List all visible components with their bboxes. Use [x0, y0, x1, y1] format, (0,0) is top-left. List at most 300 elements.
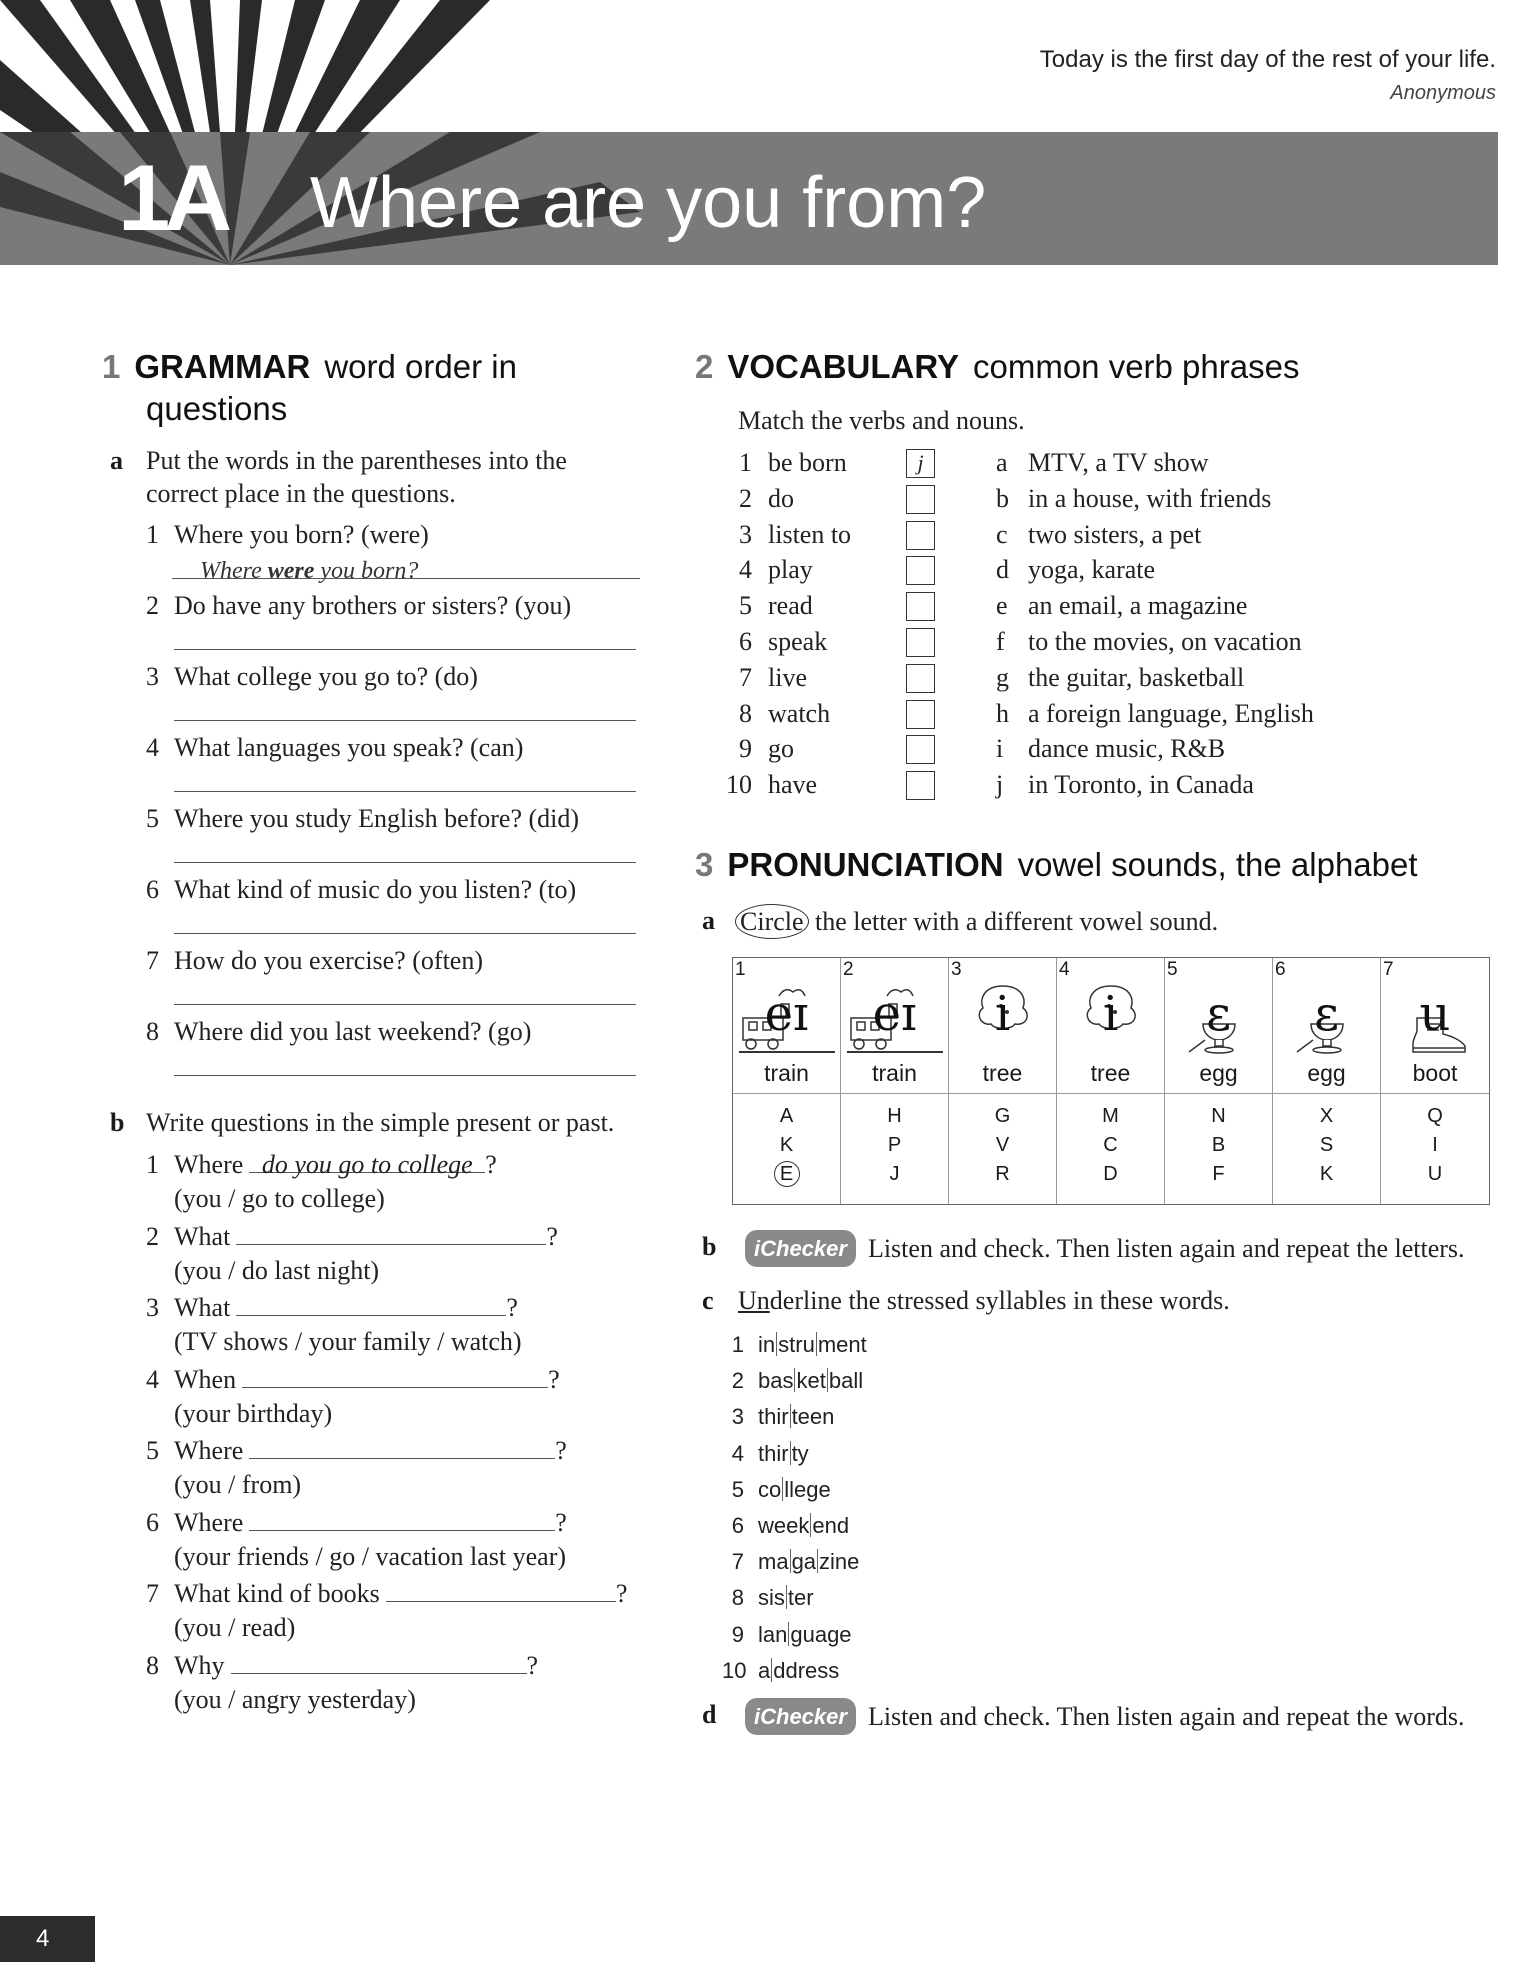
letter-text: C: [1103, 1134, 1118, 1156]
sound-word: egg: [1199, 1060, 1238, 1086]
option-letter: h: [996, 698, 1009, 728]
circled-letter: E: [774, 1161, 800, 1187]
section-keyword: GRAMMAR: [134, 348, 311, 385]
match-row: [722, 625, 1342, 659]
question-word: Where: [174, 1507, 244, 1537]
item-number: 3: [146, 662, 159, 691]
stress-word-row: [722, 1330, 1022, 1360]
letter-text: M: [1102, 1105, 1119, 1127]
noun-text: to the movies, on vacation: [1028, 627, 1302, 656]
section-subtitle: vowel sounds, the alphabet: [1017, 846, 1418, 883]
item-number: 5: [731, 1476, 744, 1502]
item-number: 2: [731, 1368, 744, 1394]
question-word: Why: [174, 1650, 225, 1680]
match-row: [722, 482, 1342, 516]
verb-text: live: [768, 662, 807, 692]
letter-text: S: [1319, 1134, 1334, 1156]
syllable-separator: [817, 1549, 818, 1573]
answer-blank[interactable]: [231, 1649, 527, 1674]
letter-option[interactable]: [733, 1131, 840, 1160]
ichecker-badge[interactable]: iChecker: [745, 1698, 856, 1735]
column-number: 2: [843, 959, 854, 980]
stress-word-row: [722, 1366, 1022, 1396]
syllable[interactable]: ddress: [773, 1657, 840, 1683]
exercise-letter: b: [702, 1232, 717, 1261]
syllable-separator: [790, 1549, 791, 1573]
item-number: 4: [739, 555, 752, 585]
question-item: [146, 1649, 538, 1683]
column-number: 3: [951, 959, 962, 980]
item-number: 7: [731, 1549, 744, 1575]
answer-box[interactable]: [906, 771, 935, 800]
sound-word: egg: [1307, 1060, 1346, 1086]
answer-box[interactable]: [906, 628, 935, 657]
noun-text: yoga, karate: [1028, 555, 1156, 585]
pronunciation-heading: [695, 844, 1418, 886]
letter-option[interactable]: [1057, 1131, 1164, 1160]
syllable[interactable]: bas: [758, 1368, 794, 1394]
phonetic-symbol: ɛ: [1314, 986, 1339, 1042]
answer-box[interactable]: [906, 735, 935, 764]
match-row: [722, 446, 1342, 480]
option-letter: a: [996, 448, 1008, 477]
sound-column: [1273, 958, 1381, 1204]
match-row: [722, 553, 1342, 587]
letter-option[interactable]: [841, 1160, 948, 1189]
syllable[interactable]: teen: [791, 1404, 835, 1430]
item-number: 6: [739, 627, 752, 656]
sound-word: tree: [1090, 1060, 1131, 1086]
letter-option[interactable]: [1165, 1102, 1272, 1131]
section-number: 1: [102, 348, 121, 385]
option-letter: e: [996, 591, 1008, 621]
header-quote: [1040, 46, 1496, 105]
example-text: Where: [200, 558, 268, 584]
syllable-word[interactable]: [758, 1583, 814, 1613]
answer-box[interactable]: [906, 556, 935, 585]
answer-line[interactable]: [174, 862, 636, 863]
item-number: 9: [739, 734, 752, 764]
sound-column: [1057, 958, 1165, 1204]
sound-column: [733, 958, 841, 1204]
letter-option[interactable]: [1381, 1131, 1489, 1160]
option-letter: b: [996, 483, 1009, 513]
question-item: [146, 873, 576, 907]
syllable-word[interactable]: [758, 1620, 852, 1650]
letter-list: [1165, 1102, 1272, 1189]
letter-text: P: [887, 1134, 902, 1156]
syllable[interactable]: co: [758, 1476, 782, 1502]
vocabulary-instruction: Match the verbs and nouns.: [738, 406, 1025, 435]
item-number: 3: [739, 519, 752, 549]
question-item: [146, 1506, 567, 1540]
stress-word-row: [722, 1511, 1022, 1541]
syllable[interactable]: stru: [778, 1332, 815, 1357]
noun-text: an email, a magazine: [1028, 591, 1248, 621]
syllable[interactable]: lan: [758, 1621, 788, 1647]
question-item: [146, 1291, 518, 1325]
table-divider: [733, 1093, 840, 1094]
exercise-letter: c: [702, 1286, 714, 1315]
answer-line[interactable]: [174, 1075, 636, 1076]
question-text: What languages you speak? (can): [174, 733, 524, 762]
grammar-heading: [102, 346, 517, 388]
letter-list: [841, 1102, 948, 1189]
letter-text: G: [994, 1105, 1011, 1127]
vowel-sound-table: [732, 957, 1490, 1205]
example-text: you born?: [314, 558, 419, 584]
letter-option[interactable]: [1273, 1131, 1380, 1160]
answer-blank[interactable]: [236, 1220, 546, 1245]
match-row: [722, 589, 1342, 623]
letter-text: R: [995, 1163, 1010, 1185]
verb-text: be born: [768, 448, 847, 477]
syllable-separator: [790, 1441, 791, 1465]
sound-word: boot: [1412, 1060, 1458, 1086]
pronunciation-a-instruction: [735, 904, 1218, 939]
item-number: 10: [726, 770, 752, 800]
letter-option[interactable]: [733, 1102, 840, 1131]
question-text: Where you born? (were): [174, 520, 429, 549]
answer-blank[interactable]: [236, 1291, 506, 1316]
exercise-letter: b: [110, 1108, 125, 1137]
sound-column: [1381, 958, 1489, 1204]
syllable-separator: [786, 1585, 787, 1609]
answer-blank[interactable]: do you go to college: [249, 1148, 485, 1173]
section-subtitle-cont: questions: [146, 390, 288, 427]
item-number: 3: [731, 1404, 744, 1430]
noun-text: the guitar, basketball: [1028, 662, 1245, 692]
letter-text: A: [779, 1105, 794, 1127]
letter-option[interactable]: [1381, 1160, 1489, 1189]
question-word: Where: [174, 1436, 244, 1465]
letter-list: [1273, 1102, 1380, 1189]
verb-text: speak: [768, 627, 828, 656]
column-number: 6: [1275, 959, 1286, 980]
item-number: 9: [731, 1621, 744, 1647]
item-number: 8: [739, 698, 752, 728]
stress-word-row: [722, 1620, 1022, 1650]
syllable[interactable]: sis: [758, 1585, 785, 1611]
section-number: 3: [695, 846, 714, 883]
syllable[interactable]: ma: [758, 1549, 789, 1575]
syllable-separator: [776, 1332, 777, 1356]
answer-box[interactable]: [906, 664, 935, 693]
letter-text: F: [1212, 1163, 1225, 1185]
section-keyword: PRONUNCIATION: [727, 846, 1004, 883]
answer-box[interactable]: [906, 521, 935, 550]
letter-text: J: [889, 1163, 900, 1185]
syllable[interactable]: ball: [828, 1368, 864, 1394]
answer-blank[interactable]: [249, 1434, 555, 1459]
table-divider: [1381, 1093, 1489, 1094]
option-letter: d: [996, 555, 1009, 585]
phonetic-symbol: eɪ: [872, 986, 917, 1042]
letter-option[interactable]: [733, 1160, 840, 1189]
quote-author: Anonymous: [1390, 82, 1496, 104]
answer-blank[interactable]: [249, 1506, 555, 1531]
verb-text: read: [768, 591, 813, 621]
sound-word: train: [764, 1060, 809, 1086]
question-mark: ?: [555, 1436, 567, 1465]
section-keyword: VOCABULARY: [727, 348, 959, 385]
answer-box[interactable]: j: [906, 449, 935, 478]
pronunciation-b-instruction: [745, 1230, 1465, 1267]
exercise-letter: d: [702, 1700, 717, 1729]
letter-text: D: [1103, 1163, 1118, 1185]
noun-text: a foreign language, English: [1028, 698, 1314, 728]
question-text: Do have any brothers or sisters? (you): [174, 591, 572, 620]
letter-option[interactable]: [1057, 1102, 1164, 1131]
pronunciation-c-instruction: [738, 1284, 1230, 1317]
prompt-hint: (you / from): [174, 1470, 302, 1499]
instruction-text: Listen and check. Then listen again and repeat the letters.: [867, 1234, 1465, 1263]
syllable[interactable]: week: [758, 1513, 810, 1538]
stress-word-row: [722, 1583, 1022, 1613]
syllable[interactable]: a: [758, 1657, 771, 1683]
letter-text: U: [1427, 1163, 1443, 1185]
table-divider: [1165, 1093, 1272, 1094]
stress-word-row: [722, 1439, 1022, 1469]
exercise-letter: a: [110, 446, 123, 475]
noun-text: two sisters, a pet: [1028, 519, 1202, 549]
question-mark: ?: [526, 1650, 539, 1680]
letter-text: K: [779, 1134, 794, 1156]
underlined-text: Un: [738, 1286, 770, 1315]
syllable-word[interactable]: [758, 1656, 839, 1686]
syllable-word[interactable]: [758, 1402, 834, 1432]
column-number: 5: [1167, 959, 1178, 980]
letter-option[interactable]: [949, 1102, 1056, 1131]
ichecker-badge[interactable]: iChecker: [745, 1230, 856, 1267]
match-row: [722, 697, 1342, 731]
vocabulary-heading: [695, 346, 1299, 388]
letter-list: [1381, 1102, 1489, 1189]
item-number: 7: [146, 1579, 159, 1608]
match-row: [722, 768, 1342, 802]
letter-option[interactable]: [949, 1131, 1056, 1160]
syllable[interactable]: thir: [758, 1440, 789, 1466]
syllable[interactable]: ket: [796, 1368, 826, 1394]
question-item: [146, 1434, 567, 1468]
question-item: [146, 1148, 497, 1182]
letter-option[interactable]: [1381, 1102, 1489, 1131]
syllable[interactable]: zine: [819, 1549, 860, 1575]
item-number: 8: [146, 1017, 159, 1046]
answer-blank[interactable]: [386, 1577, 616, 1602]
item-number: 5: [739, 591, 752, 621]
question-mark: ?: [615, 1579, 628, 1608]
letter-list: [949, 1102, 1056, 1189]
syllable-word[interactable]: [758, 1330, 867, 1360]
item-number: 5: [146, 804, 159, 833]
item-number: 1: [739, 448, 752, 477]
letter-text: X: [1319, 1105, 1334, 1127]
page-title: Where are you from?: [310, 163, 987, 243]
sound-column: [1165, 958, 1273, 1204]
syllable[interactable]: ga: [791, 1549, 817, 1575]
question-item: [146, 802, 579, 836]
circle-word: Circle: [735, 904, 809, 939]
syllable[interactable]: ty: [791, 1440, 809, 1466]
verb-text: listen to: [768, 519, 852, 549]
table-divider: [841, 1093, 948, 1094]
question-item: [146, 660, 478, 694]
verb-text: play: [768, 555, 813, 585]
prompt-hint: (your birthday): [174, 1398, 333, 1428]
section-subtitle: word order in: [324, 348, 517, 385]
answer-box[interactable]: [906, 592, 935, 621]
section-number: 2: [695, 348, 714, 385]
question-mark: ?: [485, 1150, 497, 1179]
answer-line[interactable]: [174, 933, 636, 934]
letter-option[interactable]: [841, 1102, 948, 1131]
example-answer: [200, 558, 418, 585]
syllable[interactable]: llege: [784, 1476, 831, 1502]
question-text: Where you study English before? (did): [174, 804, 580, 833]
question-item: [146, 1220, 558, 1254]
syllable-word[interactable]: [758, 1439, 809, 1469]
question-item: [146, 1015, 531, 1049]
stress-word-row: [722, 1475, 1022, 1505]
item-number: 1: [146, 1150, 159, 1179]
question-word: When: [174, 1364, 237, 1394]
question-item: [146, 1363, 560, 1397]
sound-word: train: [872, 1060, 917, 1086]
answer-box[interactable]: [906, 485, 935, 514]
item-number: 3: [146, 1293, 159, 1322]
page-number: 4: [0, 1916, 95, 1962]
table-divider: [1273, 1093, 1380, 1094]
option-letter: i: [996, 734, 1004, 764]
item-number: 2: [146, 591, 159, 620]
verb-text: do: [768, 483, 794, 513]
question-item: [146, 731, 523, 765]
stress-word-row: [722, 1402, 1022, 1432]
column-number: 7: [1383, 959, 1394, 980]
answer-line[interactable]: [174, 649, 636, 650]
syllable-word[interactable]: [758, 1547, 859, 1577]
prompt-hint: (you / read): [174, 1613, 296, 1642]
sound-word: tree: [982, 1060, 1023, 1086]
answer-line[interactable]: [174, 720, 636, 721]
question-mark: ?: [506, 1293, 518, 1322]
syllable[interactable]: guage: [790, 1621, 852, 1647]
syllable[interactable]: thir: [758, 1404, 789, 1430]
stress-word-row: [722, 1656, 1022, 1686]
question-item: [146, 518, 429, 552]
grammar-heading-line2: [146, 388, 287, 430]
prompt-hint: (you / angry yesterday): [174, 1684, 416, 1714]
letter-option[interactable]: [949, 1160, 1056, 1189]
letter-option[interactable]: [841, 1131, 948, 1160]
syllable-word[interactable]: [758, 1366, 863, 1396]
option-letter: g: [996, 662, 1009, 692]
answer-blank[interactable]: [242, 1363, 548, 1388]
prompt-hint: (you / do last night): [174, 1255, 380, 1285]
answer-box[interactable]: [906, 700, 935, 729]
match-row: [722, 732, 1342, 766]
table-divider: [949, 1093, 1056, 1094]
answer-line[interactable]: [174, 791, 636, 792]
option-letter: f: [996, 627, 1005, 656]
noun-text: in Toronto, in Canada: [1028, 770, 1254, 800]
syllable[interactable]: ment: [817, 1332, 867, 1357]
letter-option[interactable]: [1165, 1131, 1272, 1160]
item-number: 8: [146, 1650, 159, 1680]
item-number: 1: [146, 520, 159, 549]
verb-text: watch: [768, 698, 831, 728]
prompt-hint: (you / go to college): [174, 1184, 385, 1213]
question-word: What: [174, 1221, 231, 1251]
prompt-hint: (TV shows / your family / watch): [174, 1327, 522, 1356]
instruction-line: Put the words in the parentheses into the: [146, 446, 567, 475]
letter-option[interactable]: [1165, 1160, 1272, 1189]
letter-list: [733, 1102, 840, 1189]
option-letter: j: [996, 770, 1004, 800]
question-text: What kind of music do you listen? (to): [174, 875, 577, 904]
instruction-text: Listen and check. Then listen again and repeat the words.: [867, 1702, 1465, 1731]
question-text: Where did you last weekend? (go): [174, 1017, 532, 1046]
verb-text: have: [768, 770, 818, 800]
syllable-word[interactable]: [758, 1511, 849, 1541]
phonetic-symbol: u: [1419, 986, 1451, 1042]
letter-text: K: [1319, 1163, 1334, 1185]
item-number: 7: [739, 662, 752, 692]
syllable-separator: [827, 1368, 828, 1392]
item-number: 4: [731, 1440, 744, 1466]
item-number: 10: [722, 1657, 747, 1683]
exercise-letter: a: [702, 906, 715, 935]
instruction-text: the letter with a different vowel sound.: [815, 907, 1219, 936]
column-number: 4: [1059, 959, 1070, 980]
sound-column: [841, 958, 949, 1204]
letter-option[interactable]: [1273, 1102, 1380, 1131]
syllable[interactable]: ter: [787, 1585, 814, 1611]
answer-line[interactable]: [174, 1004, 636, 1005]
item-number: 4: [146, 1364, 159, 1394]
table-divider: [1057, 1093, 1164, 1094]
unit-code: 1A: [118, 145, 227, 250]
phonetic-symbol: i: [994, 986, 1011, 1042]
question-item: [146, 944, 483, 978]
syllable-word[interactable]: [758, 1475, 831, 1505]
noun-text: in a house, with friends: [1028, 483, 1272, 513]
letter-text: I: [1432, 1134, 1438, 1156]
item-number: 4: [146, 733, 159, 762]
section-subtitle: common verb phrases: [972, 348, 1300, 385]
item-number: 6: [731, 1513, 744, 1538]
stress-word-row: [722, 1547, 1022, 1577]
letter-option[interactable]: [1057, 1160, 1164, 1189]
phonetic-symbol: ɛ: [1206, 986, 1231, 1042]
letter-option[interactable]: [1273, 1160, 1380, 1189]
syllable-separator: [790, 1404, 791, 1428]
item-number: 6: [146, 1507, 159, 1537]
syllable[interactable]: in: [758, 1332, 776, 1357]
instruction-line: correct place in the questions.: [146, 479, 456, 508]
syllable[interactable]: end: [812, 1513, 850, 1538]
question-text: How do you exercise? (often): [174, 946, 483, 975]
grammar-a-instruction: [146, 444, 567, 510]
question-word: Where: [174, 1150, 244, 1179]
letter-text: B: [1211, 1134, 1226, 1156]
item-number: 2: [146, 1221, 159, 1251]
match-row: [722, 518, 1342, 552]
question-mark: ?: [546, 1221, 558, 1251]
sound-column: [949, 958, 1057, 1204]
letter-text: Q: [1427, 1105, 1443, 1127]
